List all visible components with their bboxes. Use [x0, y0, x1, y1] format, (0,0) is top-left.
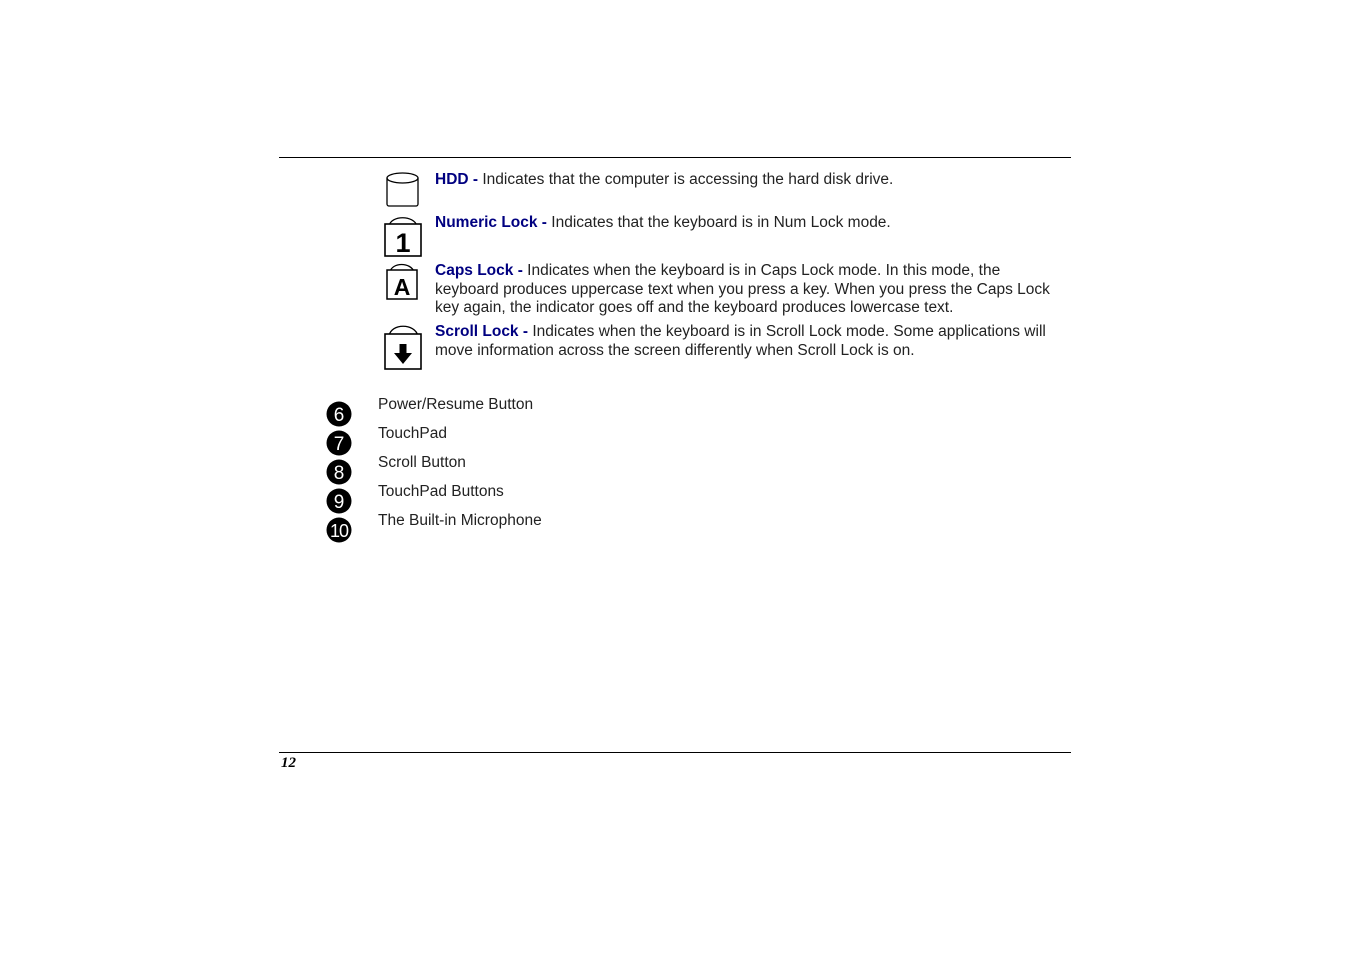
indicator-caps-lock-description [435, 262, 1055, 318]
indicator-scroll-lock-description [435, 323, 1055, 360]
number-8-badge-icon [326, 459, 352, 485]
number-9-badge-icon [326, 488, 352, 514]
callout-label: Scroll Button [378, 454, 466, 471]
callout-label: The Built-in Microphone [378, 512, 542, 529]
number-7-badge-icon [326, 430, 352, 456]
caps-lock-icon [383, 261, 423, 301]
number-10-badge-icon [326, 517, 352, 543]
callout-number: 6 [333, 405, 345, 426]
num-lock-icon [383, 212, 423, 258]
scroll-lock-icon [383, 322, 423, 372]
indicator-text: Indicates that the keyboard is in Num Lock mode. [551, 214, 891, 231]
header-rule [279, 157, 1071, 158]
page-number: 12 [281, 755, 296, 771]
indicator-term: Numeric Lock - [435, 214, 552, 231]
callout-number: 8 [333, 463, 345, 484]
indicator-numeric-lock-description [435, 214, 1055, 233]
footer-rule [279, 752, 1071, 753]
num-lock-glyph: 1 [395, 228, 411, 258]
indicator-term: Caps Lock - [435, 262, 528, 279]
indicator-hdd-description [435, 171, 1055, 190]
callout-number: 9 [333, 492, 345, 513]
caps-lock-glyph: A [393, 274, 411, 300]
callout-label: TouchPad [378, 425, 447, 442]
indicator-text: Indicates when the keyboard is in Scroll Lock mode. Some applications will move information across the screen differently when Scroll Lock is on. [435, 323, 1046, 359]
callout-label: TouchPad Buttons [378, 483, 504, 500]
indicator-text: Indicates when the keyboard is in Caps Lock mode. In this mode, the keyboard produces uppercase text when you press a key. When you press the Caps Lock key again, the indicator goes off and the keyboard produces lowercase text. [435, 262, 1050, 317]
number-6-badge-icon [326, 401, 352, 427]
indicator-text: Indicates that the computer is accessing the hard disk drive. [482, 171, 894, 188]
hdd-icon [383, 170, 423, 210]
indicator-term: HDD - [435, 171, 483, 188]
indicator-term: Scroll Lock - [435, 323, 533, 340]
callout-label: Power/Resume Button [378, 396, 534, 413]
callout-number: 10 [329, 521, 349, 541]
callout-number: 7 [333, 434, 345, 455]
callout-item [326, 512, 726, 545]
